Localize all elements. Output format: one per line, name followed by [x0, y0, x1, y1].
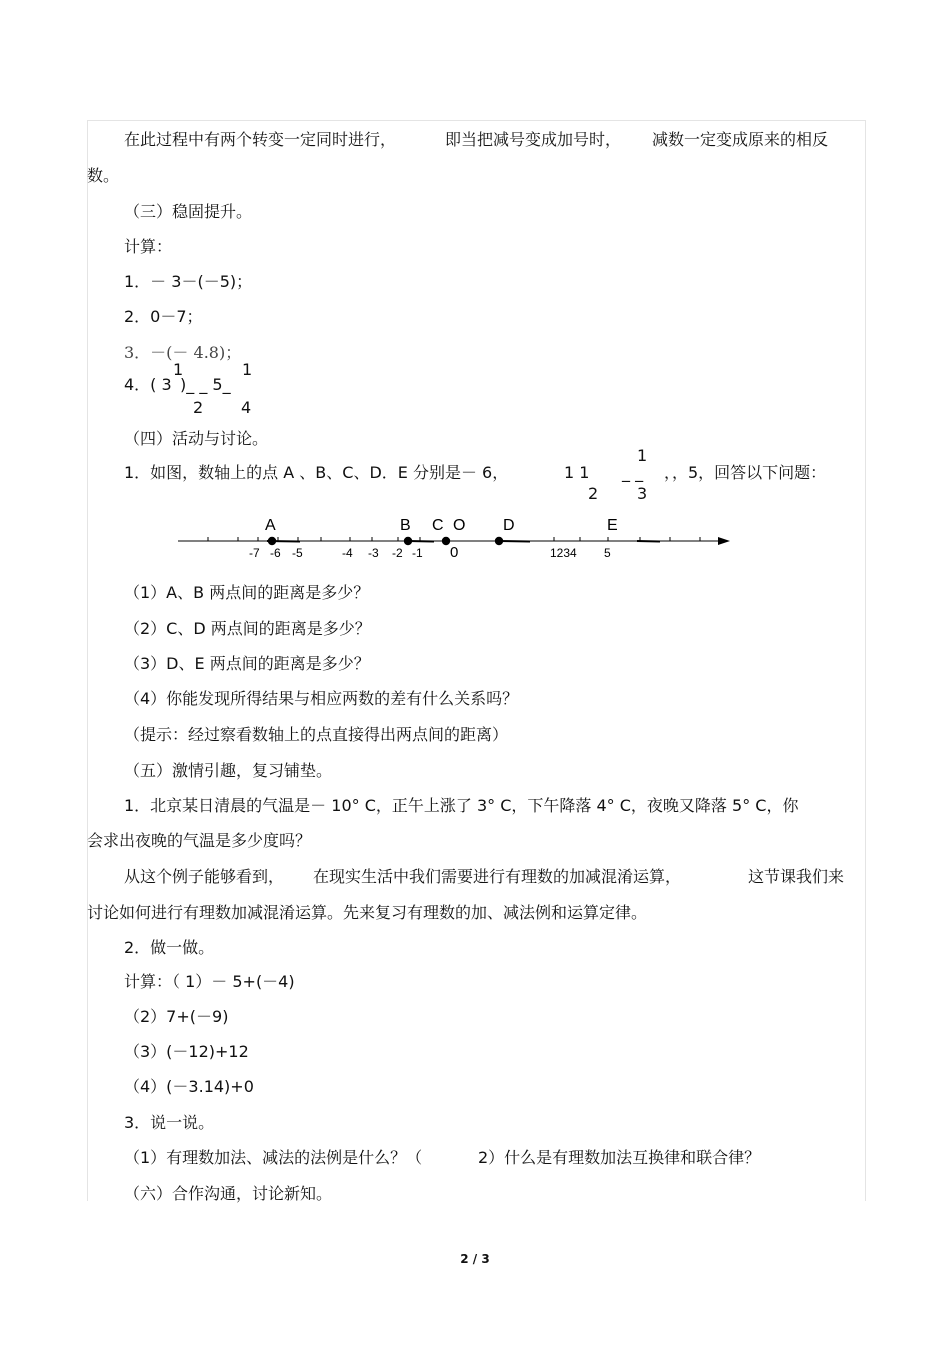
text-line: ，，5，回答以下问题：: [664, 463, 827, 482]
para-line: 数。: [87, 166, 120, 185]
question-item: （2）C、D 两点间的距离是多少？: [124, 619, 371, 638]
fraction-denominator: 2: [588, 484, 599, 503]
text-line: 计算：: [124, 237, 173, 256]
para-line: 减数一定变成原来的相反: [652, 130, 829, 149]
exercise-item: 3．－(－ 4.8)；: [124, 343, 242, 362]
para-line: 会求出夜晚的气温是多少度吗？: [87, 831, 312, 850]
fraction-numerator: 1: [637, 446, 648, 465]
section-heading: （六）合作沟通，讨论新知。: [124, 1184, 333, 1203]
exercise-item: （2）7+(－9): [124, 1007, 229, 1026]
para-line: 1．北京某日清晨的气温是－ 10° C，正午上涨了 3° C，下午降落 4° C，夜晚又降落 5° C，你: [124, 796, 799, 815]
fraction-denominator: 4: [241, 398, 252, 417]
exercise-item-rest: )_ _ 5_: [180, 375, 231, 394]
number-line-figure: [0, 510, 950, 565]
tick-label: -1: [412, 546, 423, 560]
text-line: 2．做一做。: [124, 938, 215, 957]
tick-label: 0: [450, 544, 459, 561]
section-heading: （三）稳固提升。: [124, 202, 253, 221]
fraction-numerator: 1 1: [564, 463, 590, 482]
text-line: 1．如图，数轴上的点 A 、B、C、D．E 分别是－ 6，: [124, 463, 509, 482]
fraction-denominator: 2: [193, 398, 204, 417]
para-line: 即当把减号变成加号时，: [445, 130, 622, 149]
para-line: 这节课我们来: [748, 867, 845, 886]
point-d-dot: [495, 537, 503, 545]
tick-label: -2: [392, 546, 403, 560]
fraction-numerator: 1: [242, 360, 253, 379]
exercise-item: 2．0－7；: [124, 307, 203, 326]
point-label-e: E: [607, 517, 618, 534]
exercise-item: 4．( 3: [124, 375, 172, 394]
text-line: 3．说一说。: [124, 1113, 215, 1132]
section-heading: （五）激情引趣，复习铺垫。: [124, 761, 333, 780]
page-number: 2 / 3: [460, 1252, 490, 1266]
para-line: 在现实生活中我们需要进行有理数的加减混淆运算，: [313, 867, 682, 886]
para-line: 在此过程中有两个转变一定同时进行，: [124, 130, 397, 149]
point-a-dot: [268, 537, 276, 545]
tick-label: 5: [604, 546, 611, 560]
tick-label: -7: [249, 546, 260, 560]
para-line: 从这个例子能够看到，: [124, 867, 285, 886]
question-item: （1）A、B 两点间的距离是多少？: [124, 583, 370, 602]
question-item: （3）D、E 两点间的距离是多少？: [124, 654, 370, 673]
exercise-item: 计算：（ 1）－ 5+(－4): [124, 972, 295, 991]
hint-text: （提示：经过察看数轴上的点直接得出两点间的距离）: [124, 725, 509, 744]
exercise-item: 1．－ 3－(－5)；: [124, 272, 253, 291]
fraction-bar: _ _: [622, 463, 644, 482]
section-heading: （四）活动与讨论。: [124, 429, 269, 448]
tick-label: -3: [368, 546, 379, 560]
tick-label: -6: [270, 546, 281, 560]
point-label-c: C: [432, 517, 444, 534]
question-item: （4）你能发现所得结果与相应两数的差有什么关系吗？: [124, 689, 519, 708]
point-label-d: D: [503, 517, 515, 534]
point-c-dot: [442, 537, 450, 545]
tick-label: 1234: [550, 546, 577, 560]
fraction-numerator: 1: [173, 360, 184, 379]
point-b-dot: [404, 537, 412, 545]
question-item: （1）有理数加法、减法的法例是什么？（: [124, 1148, 423, 1167]
question-item: 2）什么是有理数加法互换律和联合律？: [478, 1148, 761, 1167]
exercise-item: （3）(－12)+12: [124, 1042, 249, 1061]
point-label-o: O: [453, 517, 466, 534]
axis-arrow: [718, 537, 730, 545]
tick-label: -5: [292, 546, 303, 560]
fraction-denominator: 3: [637, 484, 648, 503]
tick-label: -4: [342, 546, 353, 560]
point-label-a: A: [265, 517, 276, 534]
exercise-item: （4）(－3.14)+0: [124, 1077, 254, 1096]
point-label-b: B: [400, 517, 411, 534]
para-line: 讨论如何进行有理数加减混淆运算。先来复习有理数的加、减法例和运算定律。: [87, 903, 648, 922]
